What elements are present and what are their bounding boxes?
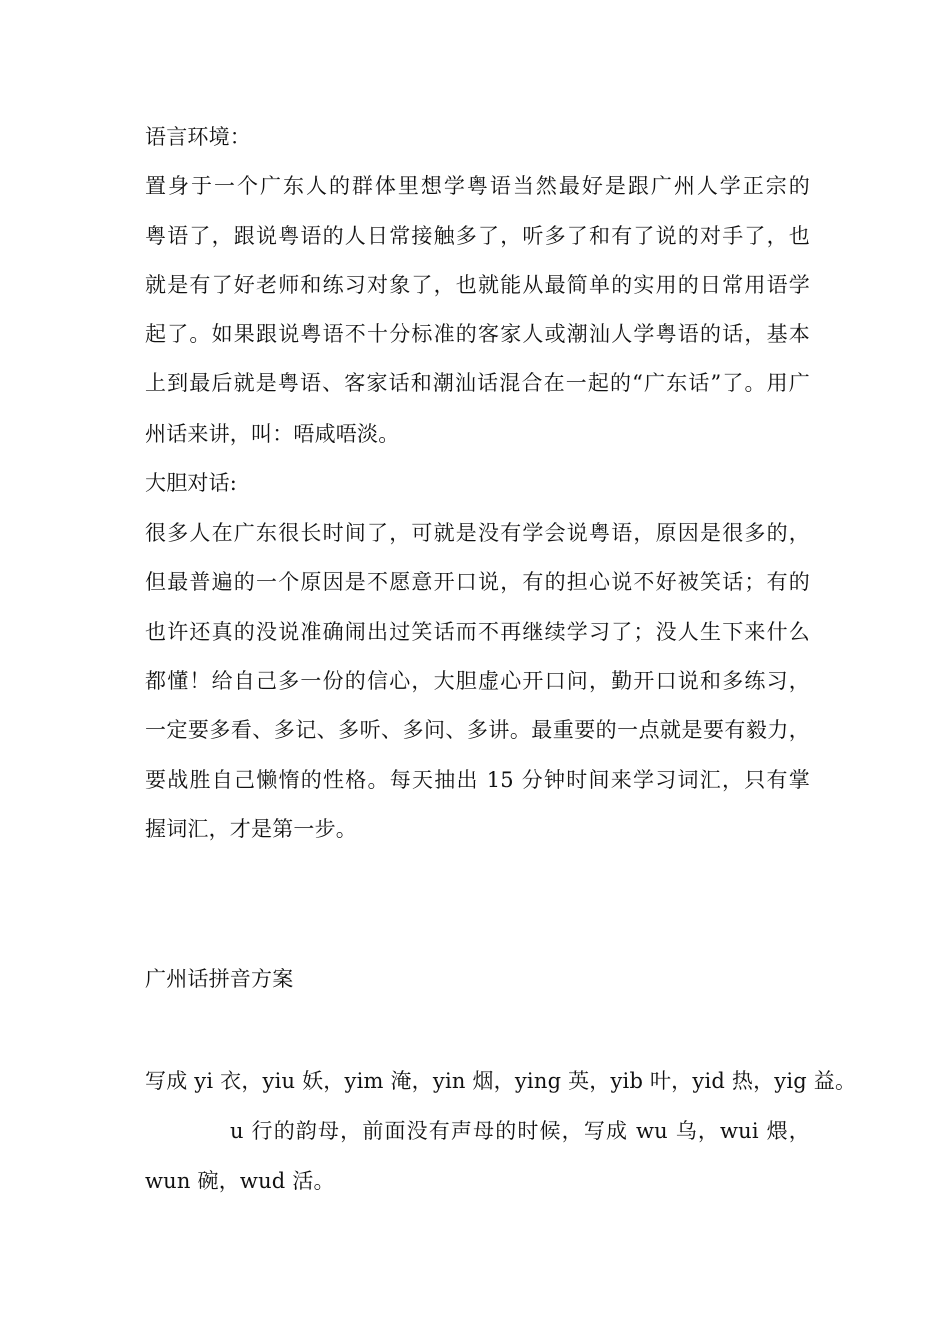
paragraph-line: 写成 yi 衣，yiu 妖，yim 淹，yin 烟，ying 英，yib 叶，yid 热，yig 益。 [145,1069,857,1093]
paragraph-line: 但最普遍的一个原因是不愿意开口说，有的担心说不好被笑话；有的 [145,570,810,594]
paragraph-line: 州话来讲，叫：唔咸唔淡。 [145,422,400,446]
paragraph-line: 要战胜自己懒惰的性格。每天抽出 15 分钟时间来学习词汇，只有掌 [145,768,810,792]
paragraph-line: 上到最后就是粤语、客家话和潮汕话混合在一起的“广东话”了。用广 [145,371,810,395]
paragraph-line: 很多人在广东很长时间了，可就是没有学会说粤语，原因是很多的， [145,521,810,545]
section-heading-pinyin-scheme: 广州话拼音方案 [145,967,294,991]
paragraph-line: 都懂！给自己多一份的信心，大胆虚心开口问，勤开口说和多练习， [145,669,810,693]
paragraph-line: 起了。如果跟说粤语不十分标准的客家人或潮汕人学粤语的话，基本 [145,322,810,346]
section-heading-language-environment: 语言环境： [145,125,251,149]
paragraph-line: 握词汇，才是第一步。 [145,817,357,841]
paragraph-line: 一定要多看、多记、多听、多问、多讲。最重要的一点就是要有毅力， [145,718,810,742]
paragraph-line: 就是有了好老师和练习对象了，也就能从最简单的实用的日常用语学 [145,273,810,297]
paragraph-line: 置身于一个广东人的群体里想学粤语当然最好是跟广州人学正宗的 [145,174,810,198]
paragraph-line: 粤语了，跟说粤语的人日常接触多了，听多了和有了说的对手了，也 [145,224,810,248]
paragraph-line: u 行的韵母，前面没有声母的时候，写成 wu 乌，wui 煨， [230,1119,810,1143]
paragraph-line: wun 碗，wud 活。 [145,1169,335,1193]
section-heading-bold-dialogue: 大胆对话: [145,471,238,495]
paragraph-line: 也许还真的没说准确闹出过笑话而不再继续学习了；没人生下来什么 [145,620,810,644]
